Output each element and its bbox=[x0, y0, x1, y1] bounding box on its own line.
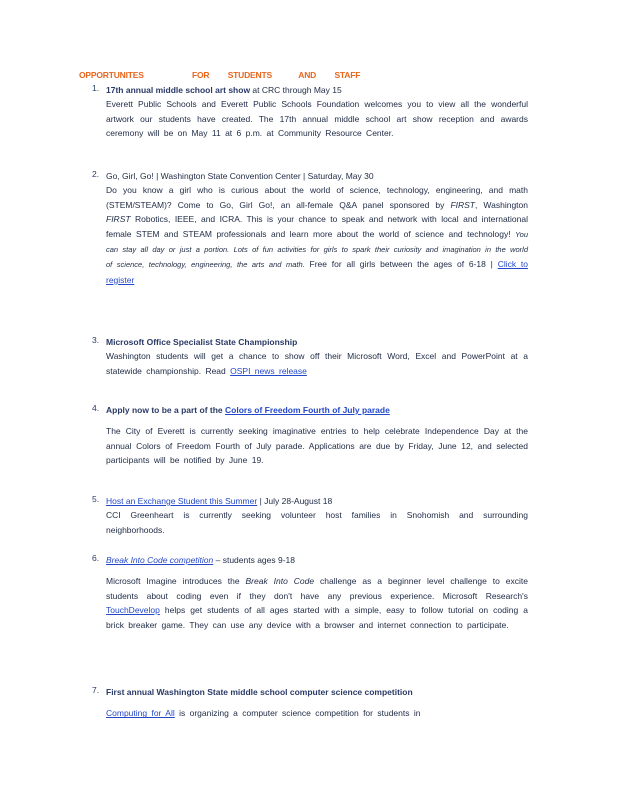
item-title: Go, Girl, Go! bbox=[106, 171, 154, 181]
text-segment: is organizing a computer science competition for students in bbox=[174, 708, 421, 719]
item-title-rest: – students ages 9-18 bbox=[213, 555, 296, 565]
item-title-rest: | Washington State Convention Center | Saturday, May 30 bbox=[153, 171, 374, 181]
item-number: 5. bbox=[92, 494, 100, 504]
list-item bbox=[92, 169, 528, 287]
item-text: Everett Public Schools and Everett Public Schools Foundation welcomes you to view all the wonderful artwork our students have created. The 17th annual middle school art show reception and awards ceremony will be on May 11 at 6 p.m. at Community Resource Center. bbox=[106, 99, 528, 139]
text-segment: , Washington bbox=[475, 199, 528, 210]
item-title-rest: | July 28-August 18 bbox=[257, 496, 333, 506]
parade-link[interactable]: Colors of Freedom Fourth of July parade bbox=[225, 405, 390, 415]
list-item bbox=[92, 553, 528, 632]
item-text bbox=[106, 349, 528, 378]
item-number: 2. bbox=[92, 169, 100, 179]
text-segment: helps get students of all ages started with a simple, easy to follow tutorial on coding a brick breaker game. They can use any device with a browser and internet connection to participate. bbox=[106, 605, 528, 630]
item-title: Microsoft Office Specialist State Championship bbox=[106, 337, 298, 347]
item-title-line bbox=[106, 403, 528, 417]
first-label: FIRST bbox=[106, 214, 131, 225]
italic-note: You can stay all day or just a portion. Lots of fun activities for girls to spark their curiosity and imagination in the world of science, technology, engineering, the arts and math. bbox=[106, 229, 528, 270]
item-text: The City of Everett is currently seeking imaginative entries to help celebrate Independence Day at the annual Colors of Freedom Fourth of July parade. Applications are due by Friday, June 12, and selected participants will be notified by June 19. bbox=[106, 426, 528, 466]
item-title: First annual Washington State middle school computer science competition bbox=[106, 687, 413, 697]
item-title: 17th annual middle school art show bbox=[106, 85, 251, 95]
register-link[interactable]: Click to register bbox=[106, 259, 528, 285]
item-title: Apply now to be a part of the bbox=[106, 405, 225, 415]
item-text bbox=[106, 574, 528, 632]
item-number: 6. bbox=[92, 553, 100, 563]
first-label: FIRST bbox=[450, 199, 475, 210]
item-number: 4. bbox=[92, 403, 100, 413]
touchdevelop-link[interactable]: TouchDevelop bbox=[106, 605, 160, 616]
item-title-line bbox=[106, 553, 528, 567]
page-heading bbox=[79, 70, 360, 80]
list-item bbox=[92, 685, 528, 721]
item-text bbox=[106, 183, 528, 287]
break-into-code-link[interactable]: Break Into Code competition bbox=[106, 555, 214, 565]
list-item bbox=[92, 494, 528, 537]
item-number: 7. bbox=[92, 685, 100, 695]
text-segment: challenge as a beginner level challenge to excite students about coding even if they don't have any previous experience. Microsoft Research's bbox=[106, 576, 528, 601]
text-segment: Washington students will get a chance to show off their Microsoft Word, Excel and PowerPoint at a statewide championship. Read bbox=[106, 351, 528, 376]
text-segment: Free for all girls between the ages of 6-18 | bbox=[304, 259, 498, 270]
host-student-link[interactable]: Host an Exchange Student this Summer bbox=[106, 496, 258, 506]
item-title-rest: at CRC through May 15 bbox=[250, 85, 342, 95]
computing-for-all-link[interactable]: Computing for All bbox=[106, 708, 175, 719]
list-item bbox=[92, 403, 528, 468]
item-text bbox=[106, 706, 528, 720]
item-text: CCI Greenheart is currently seeking volunteer host families in Snohomish and surrounding neighborhoods. bbox=[106, 510, 528, 535]
list-item bbox=[92, 83, 528, 141]
heading-word: AND bbox=[298, 70, 317, 80]
ospi-news-link[interactable]: OSPI news release bbox=[230, 365, 307, 376]
heading-word: OPPORTUNITES bbox=[79, 70, 144, 80]
text-segment: Robotics, IEEE, and ICRA. This is your chance to speak and network with local and international female STEM and STEAM professionals and learn more about the world of science and technology! bbox=[106, 214, 528, 239]
item-number: 3. bbox=[92, 335, 100, 345]
item-title-line bbox=[106, 83, 528, 97]
item-number: 1. bbox=[92, 83, 100, 93]
item-title-line bbox=[106, 169, 528, 183]
heading-word: STAFF bbox=[334, 70, 361, 80]
heading-word: STUDENTS bbox=[227, 70, 272, 80]
challenge-name: Break Into Code bbox=[245, 576, 315, 587]
text-segment: Do you know a girl who is curious about the world of science, technology, engineering, and math (STEM/STEAM)? Come to Go, Girl Go!, an all-female Q&A panel sponsored by bbox=[106, 185, 528, 210]
text-segment: Microsoft Imagine introduces the bbox=[106, 576, 246, 587]
list-item bbox=[92, 335, 528, 378]
heading-word: FOR bbox=[192, 70, 210, 80]
item-title-line bbox=[106, 494, 528, 508]
